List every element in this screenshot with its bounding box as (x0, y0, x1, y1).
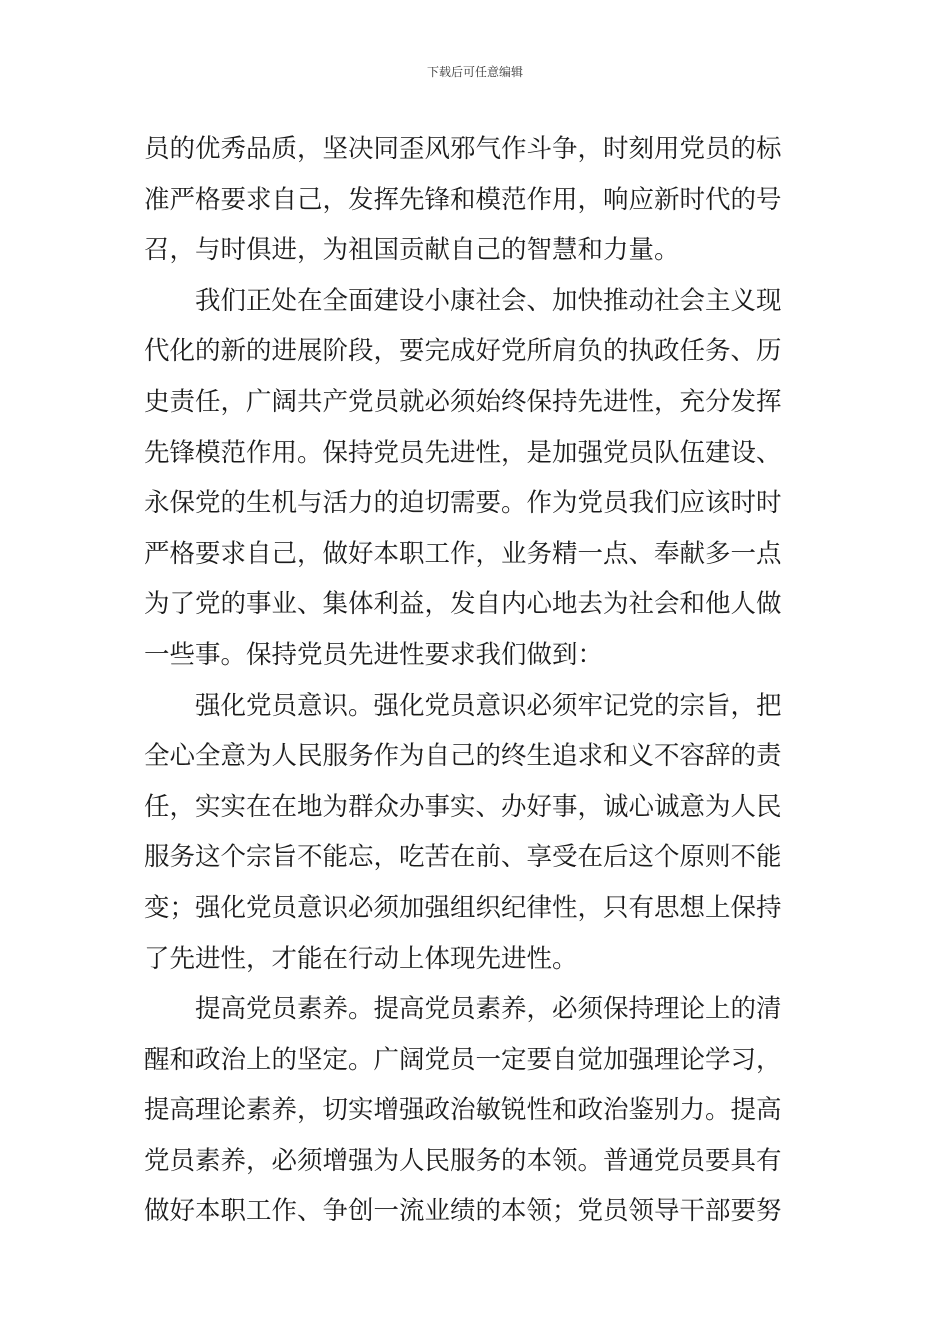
text-line: 变；强化党员意识必须加强组织纪律性，只有思想上保持 (144, 892, 782, 923)
text-line: 做好本职工作、争创一流业绩的本领；党员领导干部要努 (144, 1196, 782, 1227)
text-line: 醒和政治上的坚定。广阔党员一定要自觉加强理论学习， (144, 1044, 782, 1075)
text-line: 强化党员意识。强化党员意识必须牢记党的宗旨，把 (144, 690, 782, 721)
text-line: 我们正处在全面建设小康社会、加快推动社会主义现 (144, 285, 782, 316)
text-line: 党员素养，必须增强为人民服务的本领。普通党员要具有 (144, 1145, 782, 1176)
text-line: 严格要求自己，做好本职工作，业务精一点、奉献多一点 (144, 538, 782, 569)
text-line: 了先进性，才能在行动上体现先进性。 (144, 943, 578, 974)
paragraph-1 (144, 124, 808, 276)
text-line: 代化的新的进展阶段，要完成好党所肩负的执政任务、历 (144, 336, 782, 367)
text-line: 提高理论素养，切实增强政治敏锐性和政治鉴别力。提高 (144, 1095, 782, 1126)
text-line: 史责任，广阔共产党员就必须始终保持先进性，充分发挥 (144, 386, 782, 417)
text-line: 为了党的事业、集体利益，发自内心地去为社会和他人做 (144, 589, 782, 620)
text-line: 准严格要求自己，发挥先锋和模范作用，响应新时代的号 (144, 184, 782, 215)
text-line: 先锋模范作用。保持党员先进性，是加强党员队伍建设、 (144, 437, 782, 468)
page-header-note: 下载后可任意编辑 (426, 65, 523, 79)
paragraph-4 (144, 984, 808, 1237)
text-line: 全心全意为人民服务作为自己的终生追求和义不容辞的责 (144, 741, 782, 772)
text-line: 永保党的生机与活力的迫切需要。作为党员我们应该时时 (144, 488, 782, 519)
paragraph-3 (144, 681, 808, 985)
text-line: 提高党员素养。提高党员素养，必须保持理论上的清 (144, 994, 782, 1025)
text-line: 服务这个宗旨不能忘，吃苦在前、享受在后这个原则不能 (144, 842, 782, 873)
text-line: 一些事。保持党员先进性要求我们做到： (144, 639, 604, 670)
text-line: 召，与时俱进，为祖国贡献自己的智慧和力量。 (144, 235, 680, 266)
text-line: 任，实实在在地为群众办事实、办好事，诚心诚意为人民 (144, 791, 782, 822)
paragraph-2 (144, 276, 808, 681)
document-body (144, 124, 808, 1237)
text-line: 员的优秀品质，坚决同歪风邪气作斗争，时刻用党员的标 (144, 134, 782, 164)
